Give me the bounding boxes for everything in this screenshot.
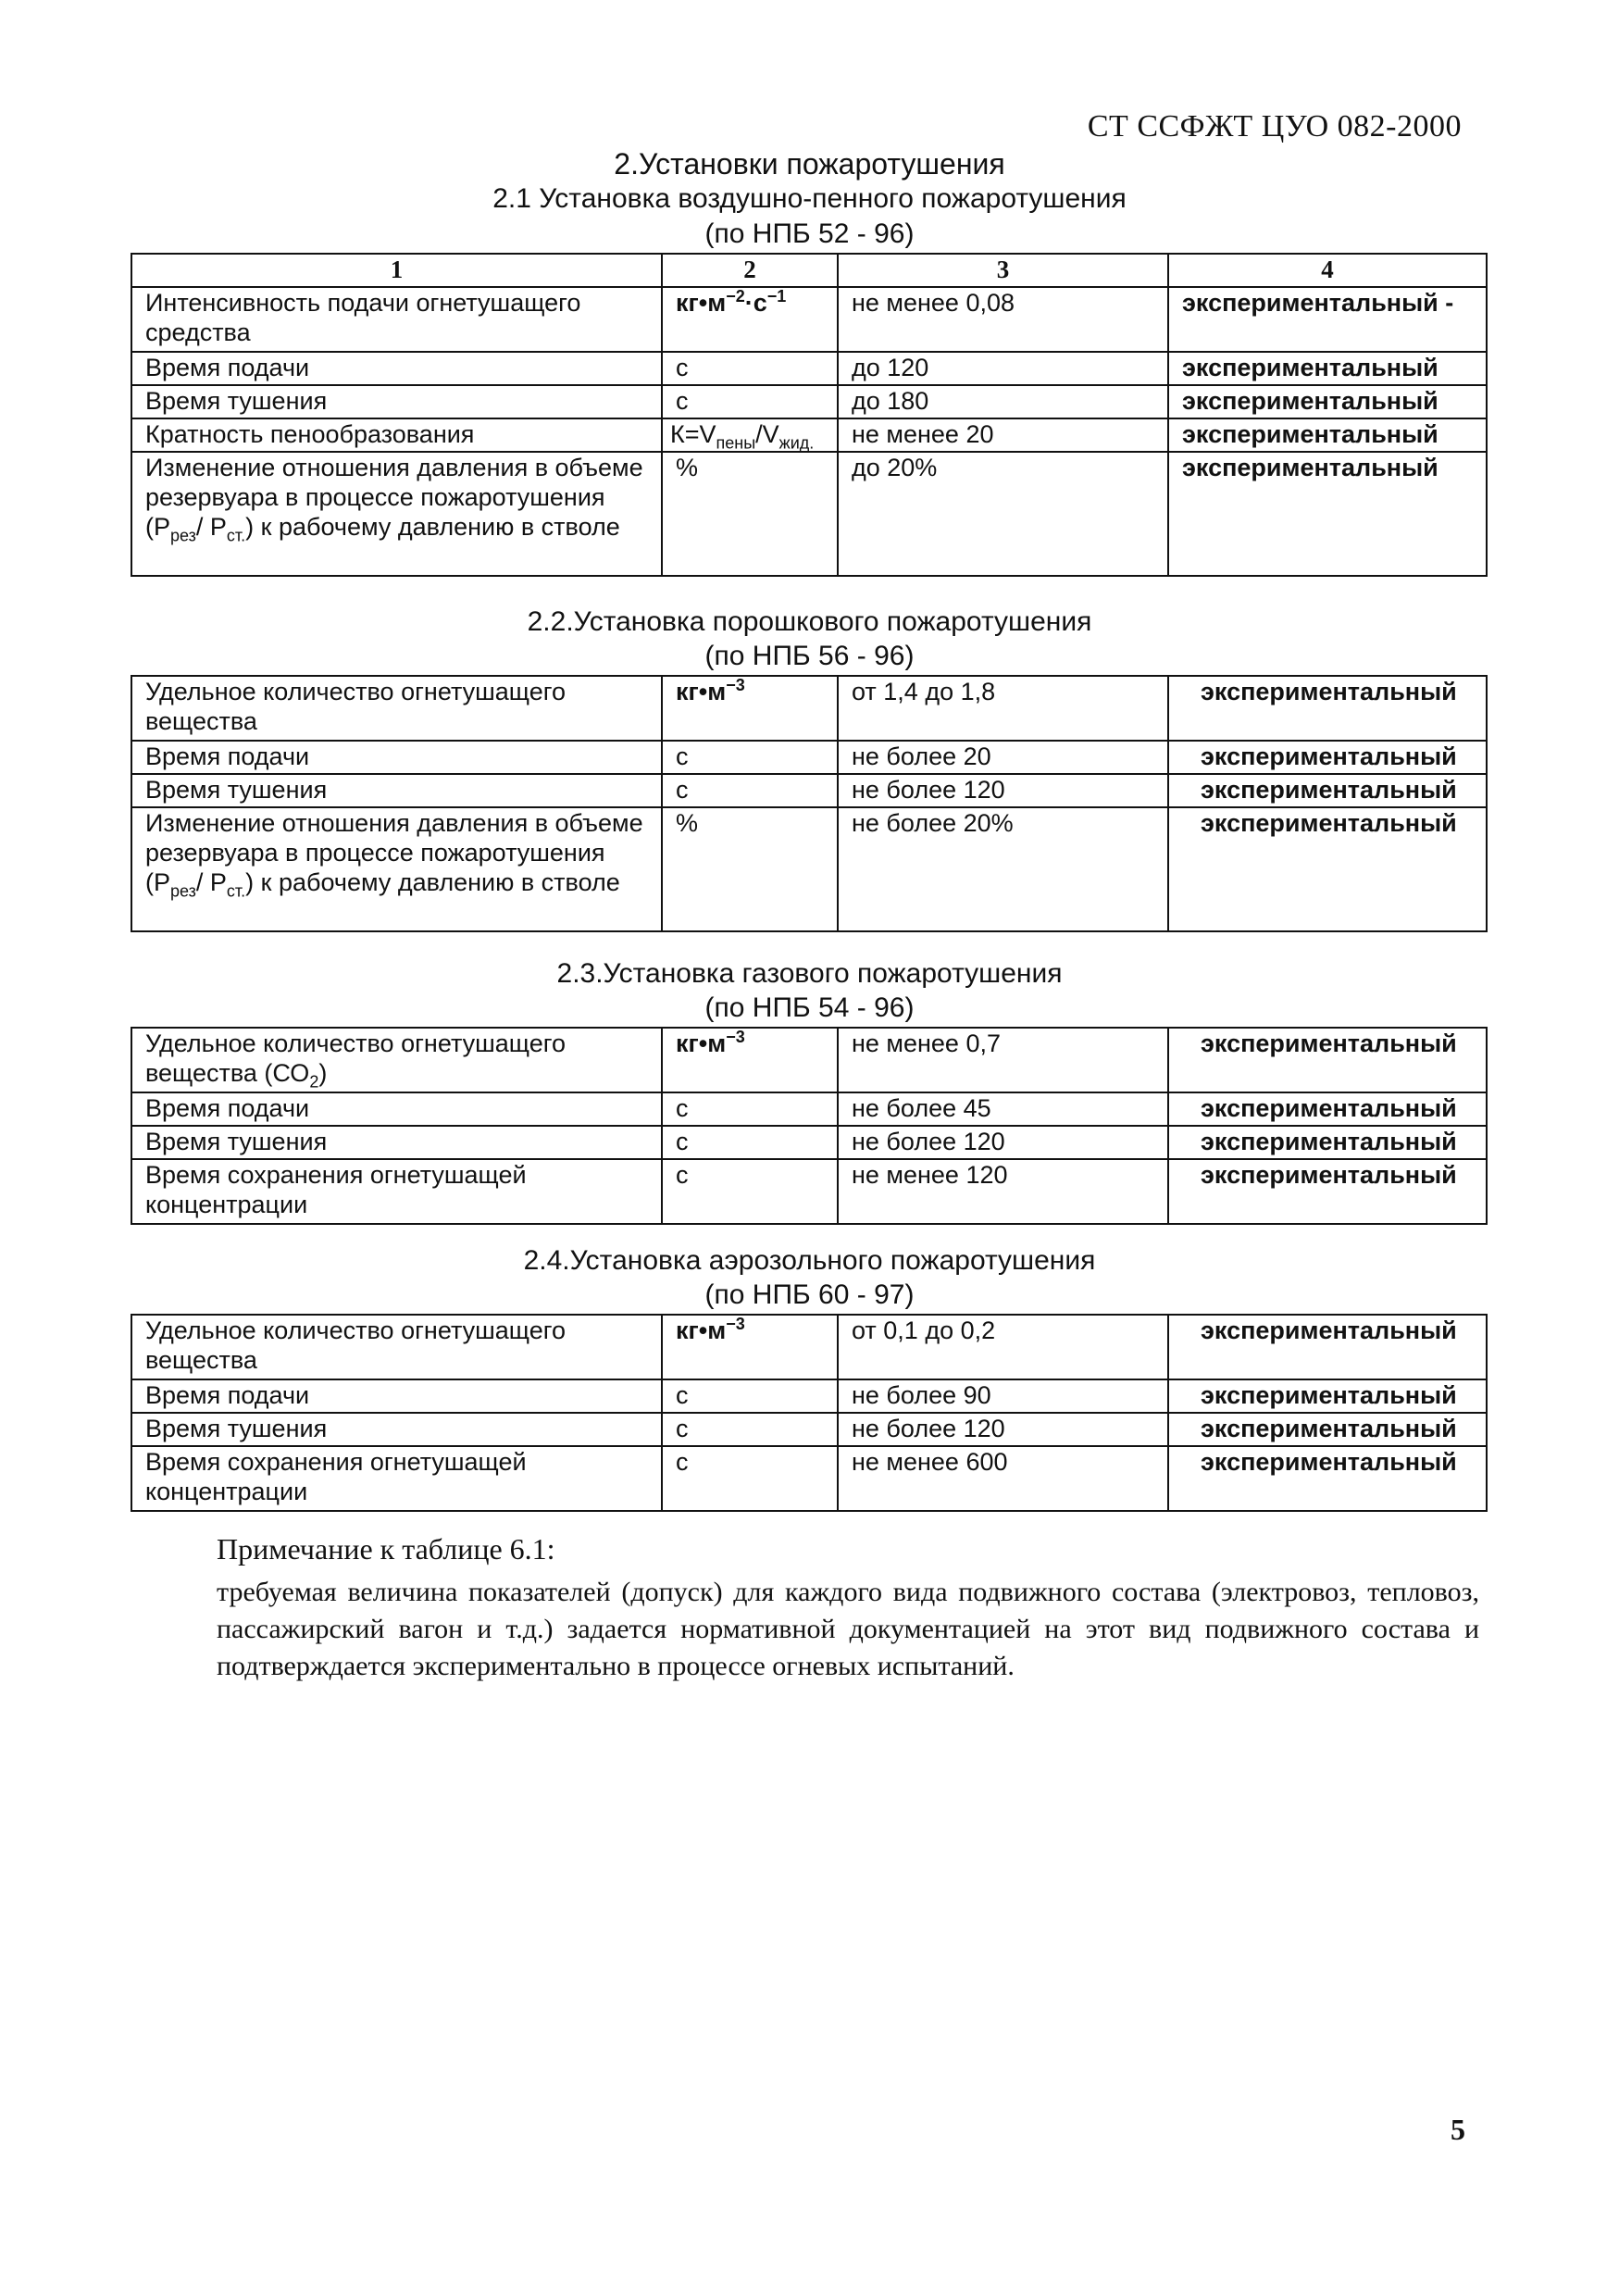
subsection-title: 2.2.Установка порошкового пожаротушения xyxy=(527,606,1092,637)
table-gas xyxy=(131,1027,1488,1225)
unit-cell: с xyxy=(662,1446,838,1511)
subsection-norm: (по НПБ 54 - 96) xyxy=(704,992,915,1023)
unit-cell: с xyxy=(662,1092,838,1126)
value-cell: до 180 xyxy=(838,385,1168,418)
method-cell: экспериментальный - xyxy=(1168,287,1487,352)
table-aerosol xyxy=(131,1314,1488,1512)
value-cell: не более 120 xyxy=(838,1126,1168,1159)
table-header-row xyxy=(131,254,1487,287)
method-cell: экспериментальный xyxy=(1168,1028,1487,1092)
table-row xyxy=(131,676,1487,741)
column-number: 1 xyxy=(131,254,662,287)
table-row xyxy=(131,1413,1487,1446)
unit-cell: $кг•м^{-3}$ xyxy=(662,1315,838,1379)
unit-cell: $кг•м^{-3}$ xyxy=(662,1028,838,1092)
method-cell: экспериментальный xyxy=(1168,385,1487,418)
document-code: СТ ССФЖТ ЦУО 082-2000 xyxy=(1087,109,1462,144)
table-foam xyxy=(131,253,1488,577)
table-row xyxy=(131,452,1487,576)
value-cell: от 0,1 до 0,2 xyxy=(838,1315,1168,1379)
subsection-norm: (по НПБ 52 - 96) xyxy=(704,218,915,249)
table-row xyxy=(131,774,1487,807)
note-text: требуемая величина показателей (допуск) для каждого вида подвижного состава (электровоз, тепловоз, пассажирский вагон и т.д.) задается нормативной документацией на этот вид подвижного состава и подтверждается экспериментально в процессе огневых испытаний. xyxy=(217,1577,1479,1681)
table-row xyxy=(131,1092,1487,1126)
method-cell: экспериментальный xyxy=(1168,1446,1487,1511)
param-cell: Время подачи xyxy=(131,741,662,774)
unit-cell: с xyxy=(662,741,838,774)
value-cell: не более 45 xyxy=(838,1092,1168,1126)
table-row xyxy=(131,1126,1487,1159)
table-row xyxy=(131,807,1487,931)
table-row xyxy=(131,385,1487,418)
param-cell: Время подачи xyxy=(131,1092,662,1126)
value-cell: не менее 0,7 xyxy=(838,1028,1168,1092)
unit-cell: с xyxy=(662,1126,838,1159)
unit-cell: с xyxy=(662,385,838,418)
subsection-norm: (по НПБ 60 - 97) xyxy=(704,1279,915,1310)
value-cell: не более 20 xyxy=(838,741,1168,774)
subsection-norm: (по НПБ 56 - 96) xyxy=(704,641,915,671)
value-cell: до 120 xyxy=(838,352,1168,385)
table-row xyxy=(131,1446,1487,1511)
unit-cell: с xyxy=(662,352,838,385)
param-cell: Изменение отношения давления в объеме резервуара в процессе пожаротушения ($Р_{рез}/$ $Р_{ст.}$) к рабочему давлению в стволе xyxy=(131,807,662,931)
param-cell: Интенсивность подачи огнетушащего средства xyxy=(131,287,662,352)
method-cell: экспериментальный xyxy=(1168,1126,1487,1159)
method-cell: экспериментальный xyxy=(1168,774,1487,807)
param-cell: Удельное количество огнетушащего вещества $(СО_2)$ xyxy=(131,1028,662,1092)
value-cell: не более 120 xyxy=(838,1413,1168,1446)
method-cell: экспериментальный xyxy=(1168,1092,1487,1126)
subsection-title: 2.3.Установка газового пожаротушения xyxy=(556,958,1063,989)
param-cell: Время подачи xyxy=(131,1379,662,1413)
unit-cell: % xyxy=(662,452,838,576)
value-cell: до 20% xyxy=(838,452,1168,576)
method-cell: экспериментальный xyxy=(1168,807,1487,931)
unit-cell: с xyxy=(662,1159,838,1224)
value-cell: не менее 0,08 xyxy=(838,287,1168,352)
table-row xyxy=(131,352,1487,385)
unit-cell: с xyxy=(662,1413,838,1446)
table-row xyxy=(131,1379,1487,1413)
value-cell: от 1,4 до 1,8 xyxy=(838,676,1168,741)
param-cell: Удельное количество огнетушащего вещества xyxy=(131,1315,662,1379)
unit-cell: с xyxy=(662,1379,838,1413)
subsection-title: 2.1 Установка воздушно-пенного пожаротушения xyxy=(492,183,1127,214)
value-cell: не менее 600 xyxy=(838,1446,1168,1511)
column-number: 3 xyxy=(838,254,1168,287)
table-row xyxy=(131,741,1487,774)
param-cell: Изменение отношения давления в объеме резервуара в процессе пожаротушения ($Р_{рез}/$ $Р_{ст.}$) к рабочему давлению в стволе xyxy=(131,452,662,576)
method-cell: экспериментальный xyxy=(1168,741,1487,774)
value-cell: не более 90 xyxy=(838,1379,1168,1413)
unit-cell: $кг•м^{-2}\cdot с^{-1}$ xyxy=(662,287,838,352)
param-cell: Кратность пенообразования xyxy=(131,418,662,452)
value-cell: не менее 20 xyxy=(838,418,1168,452)
param-cell: Удельное количество огнетушащего вещества xyxy=(131,676,662,741)
method-cell: экспериментальный xyxy=(1168,352,1487,385)
method-cell: экспериментальный xyxy=(1168,418,1487,452)
param-cell: Время подачи xyxy=(131,352,662,385)
method-cell: экспериментальный xyxy=(1168,452,1487,576)
value-cell: не более 20% xyxy=(838,807,1168,931)
section-title: 2.Установки пожаротушения xyxy=(614,147,1005,181)
unit-cell: % xyxy=(662,807,838,931)
param-cell: Время сохранения огнетушащей концентрации xyxy=(131,1159,662,1224)
method-cell: экспериментальный xyxy=(1168,676,1487,741)
param-cell: Время тушения xyxy=(131,774,662,807)
method-cell: экспериментальный xyxy=(1168,1379,1487,1413)
value-cell: не менее 120 xyxy=(838,1159,1168,1224)
unit-cell: с xyxy=(662,774,838,807)
column-number: 2 xyxy=(662,254,838,287)
method-cell: экспериментальный xyxy=(1168,1413,1487,1446)
table-row xyxy=(131,287,1487,352)
note-title: Примечание к таблице 6.1: xyxy=(217,1532,555,1566)
unit-cell: $К=V_{пены}/V_{жид.}$ xyxy=(662,418,838,452)
param-cell: Время тушения xyxy=(131,1413,662,1446)
subsection-title: 2.4.Установка аэрозольного пожаротушения xyxy=(523,1245,1096,1276)
param-cell: Время тушения xyxy=(131,1126,662,1159)
column-number: 4 xyxy=(1168,254,1487,287)
table-row xyxy=(131,1028,1487,1092)
param-cell: Время сохранения огнетушащей концентрации xyxy=(131,1446,662,1511)
method-cell: экспериментальный xyxy=(1168,1315,1487,1379)
param-cell: Время тушения xyxy=(131,385,662,418)
unit-cell: $кг•м^{-3}$ xyxy=(662,676,838,741)
page-number: 5 xyxy=(1451,2113,1465,2146)
method-cell: экспериментальный xyxy=(1168,1159,1487,1224)
table-row xyxy=(131,1159,1487,1224)
table-row xyxy=(131,418,1487,452)
value-cell: не более 120 xyxy=(838,774,1168,807)
table-row xyxy=(131,1315,1487,1379)
table-powder xyxy=(131,675,1488,932)
